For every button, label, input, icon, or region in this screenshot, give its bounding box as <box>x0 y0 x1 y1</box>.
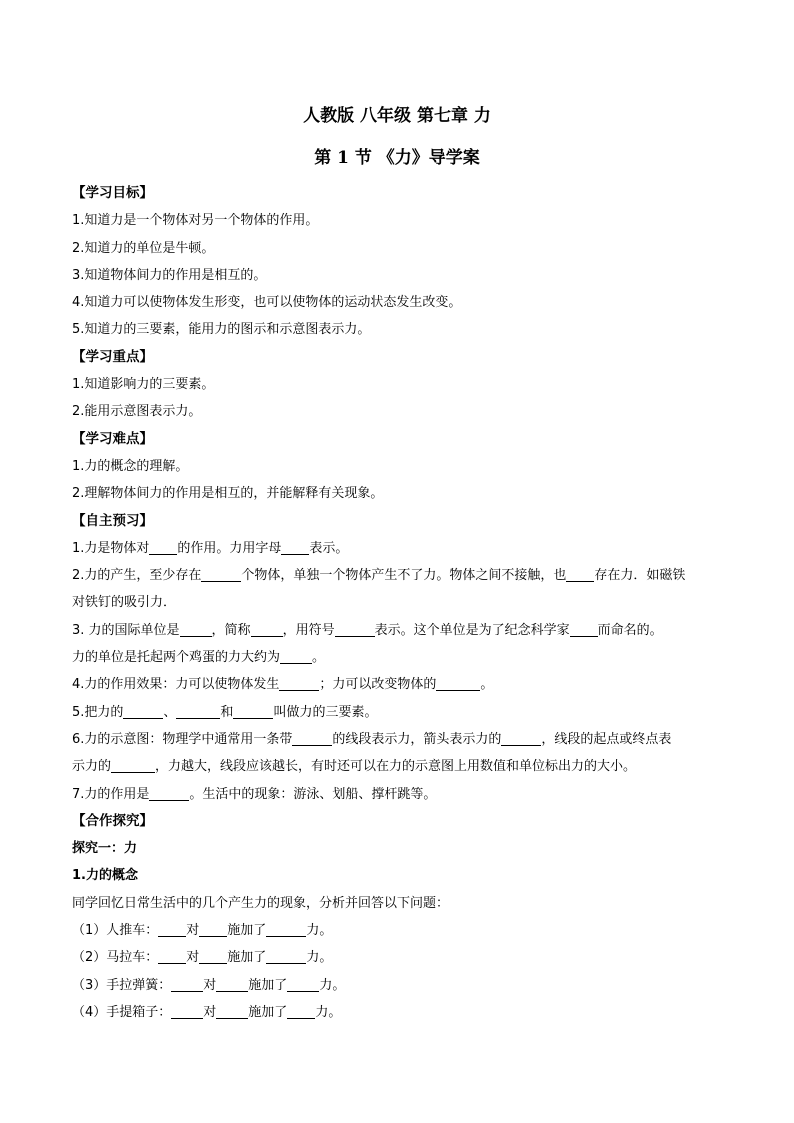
answer-blank[interactable] <box>216 1003 248 1019</box>
answer-blank[interactable] <box>335 621 375 637</box>
document-title: 人教版 八年级 第七章 力 <box>303 106 491 126</box>
answer-blank[interactable] <box>123 703 163 719</box>
question-text: 。 <box>312 650 326 666</box>
difficulty-item: 1.力的概念的理解。 <box>72 458 189 474</box>
question-text: 。 <box>480 677 494 693</box>
question-text: 6.力的示意图：物理学中通常用一条带 <box>72 731 293 747</box>
answer-blank[interactable] <box>201 566 241 582</box>
preview-question-2 <box>72 562 732 589</box>
explore-item <box>72 999 732 1026</box>
question-text: 力的单位是托起两个鸡蛋的力大约为 <box>72 650 281 666</box>
answer-blank[interactable] <box>233 703 273 719</box>
item-label: （2）马拉车： <box>72 950 159 966</box>
explore-item <box>72 917 732 944</box>
key-point-item: 2.能用示意图表示力。 <box>72 404 202 420</box>
question-text: 、 <box>163 704 177 720</box>
section-heading-goals: 【学习目标】 <box>72 185 153 201</box>
question-text: 5.把力的 <box>72 704 124 720</box>
item-text: 施加了 <box>227 950 267 966</box>
explore-subheading-concept: 1.力的概念 <box>72 868 138 884</box>
item-text: 力。 <box>306 950 333 966</box>
explore-item <box>72 972 732 999</box>
item-label: （1）人推车： <box>72 923 159 939</box>
item-label: （3）手拉弹簧： <box>72 977 172 993</box>
document-subtitle: 第 1 节 《力》导学案 <box>314 148 480 168</box>
preview-question-3 <box>72 617 732 644</box>
preview-question-2-continued: 对铁钉的吸引力． <box>72 595 177 611</box>
preview-question-4 <box>72 671 732 698</box>
difficulty-item: 2.理解物体间力的作用是相互的，并能解释有关现象。 <box>72 486 384 502</box>
preview-question-7 <box>72 781 732 808</box>
answer-blank[interactable] <box>199 921 227 937</box>
item-text: 施加了 <box>227 923 267 939</box>
answer-blank[interactable] <box>176 703 220 719</box>
goal-item: 1.知道力是一个物体对另一个物体的作用。 <box>72 213 319 229</box>
preview-question-6 <box>72 726 732 753</box>
answer-blank[interactable] <box>266 921 306 937</box>
question-text: 示力的 <box>72 759 112 775</box>
key-point-item: 1.知道影响力的三要素。 <box>72 377 215 393</box>
section-heading-difficulties: 【学习难点】 <box>72 430 153 447</box>
answer-blank[interactable] <box>158 921 186 937</box>
answer-blank[interactable] <box>251 621 283 637</box>
answer-blank[interactable] <box>501 730 541 746</box>
question-text: ，用符号 <box>282 622 335 638</box>
question-text: ，力越大，线段应该越长，有时还可以在力的示意图上用数值和单位标出力的大小。 <box>155 759 637 775</box>
question-text: 存在力．如磁铁 <box>594 568 686 584</box>
question-text: 7.力的作用是 <box>72 786 150 802</box>
goal-item: 5.知道力的三要素，能用力的图示和示意图表示力。 <box>72 322 371 338</box>
answer-blank[interactable] <box>287 1003 315 1019</box>
question-text: 3. 力的国际单位是 <box>72 622 180 638</box>
item-text: 力。 <box>306 923 333 939</box>
answer-blank[interactable] <box>292 730 332 746</box>
explore-intro: 同学回忆日常生活中的几个产生力的现象，分析并回答以下问题： <box>72 895 450 911</box>
answer-blank[interactable] <box>199 948 227 964</box>
answer-blank[interactable] <box>149 539 177 555</box>
question-text: 1.力是物体对 <box>72 540 150 556</box>
question-text: 叫做力的三要素。 <box>273 704 378 720</box>
item-text: 对 <box>186 950 200 966</box>
section-heading-explore: 【合作探究】 <box>72 812 153 829</box>
question-text: 而命名的。 <box>597 622 663 638</box>
answer-blank[interactable] <box>149 785 189 801</box>
item-text: 施加了 <box>248 1004 288 1020</box>
answer-blank[interactable] <box>266 948 306 964</box>
goal-item: 4.知道力可以使物体发生形变，也可以使物体的运动状态发生改变。 <box>72 295 462 311</box>
answer-blank[interactable] <box>171 976 203 992</box>
question-text: 表示。这个单位是为了纪念科学家 <box>374 622 570 638</box>
question-text: 个物体，单独一个物体产生不了力。物体之间不接触，也 <box>241 568 567 584</box>
answer-blank[interactable] <box>280 648 312 664</box>
item-text: 施加了 <box>248 977 288 993</box>
answer-blank[interactable] <box>570 621 598 637</box>
answer-blank[interactable] <box>111 757 155 773</box>
section-heading-preview: 【自主预习】 <box>72 512 153 529</box>
preview-question-3-continued <box>72 644 732 671</box>
answer-blank[interactable] <box>287 976 319 992</box>
item-label: （4）手提箱子： <box>72 1004 172 1020</box>
item-text: 对 <box>203 977 217 993</box>
section-heading-key-points: 【学习重点】 <box>72 348 153 365</box>
document-body <box>72 180 732 1026</box>
question-text: 的线段表示力，箭头表示力的 <box>332 731 502 747</box>
question-text: 的作用。力用字母 <box>177 540 282 556</box>
answer-blank[interactable] <box>436 675 480 691</box>
answer-blank[interactable] <box>566 566 594 582</box>
question-text: 和 <box>220 704 234 720</box>
question-text: ；力可以改变物体的 <box>319 677 437 693</box>
preview-question-1 <box>72 535 732 562</box>
preview-question-6-continued <box>72 753 732 780</box>
question-text: 表示。 <box>309 540 349 556</box>
item-text: 力。 <box>315 1004 342 1020</box>
answer-blank[interactable] <box>171 1003 203 1019</box>
question-text: ，线段的起点或终点表 <box>541 731 672 747</box>
item-text: 对 <box>186 923 200 939</box>
goal-item: 3.知道物体间力的作用是相互的。 <box>72 267 267 283</box>
question-text: 4.力的作用效果：力可以使物体发生 <box>72 677 280 693</box>
answer-blank[interactable] <box>279 675 319 691</box>
explore-item <box>72 944 732 971</box>
goal-item: 2.知道力的单位是牛顿。 <box>72 240 215 256</box>
explore-subheading: 探究一：力 <box>72 841 138 857</box>
question-text: 2.力的产生，至少存在 <box>72 568 202 584</box>
item-text: 对 <box>203 1004 217 1020</box>
preview-question-5 <box>72 699 732 726</box>
answer-blank[interactable] <box>281 539 309 555</box>
item-text: 力。 <box>319 977 346 993</box>
answer-blank[interactable] <box>216 976 248 992</box>
question-text: ，简称 <box>211 622 251 638</box>
answer-blank[interactable] <box>180 621 212 637</box>
question-text: 。生活中的现象：游泳、划船、撑杆跳等。 <box>189 786 437 802</box>
answer-blank[interactable] <box>158 948 186 964</box>
